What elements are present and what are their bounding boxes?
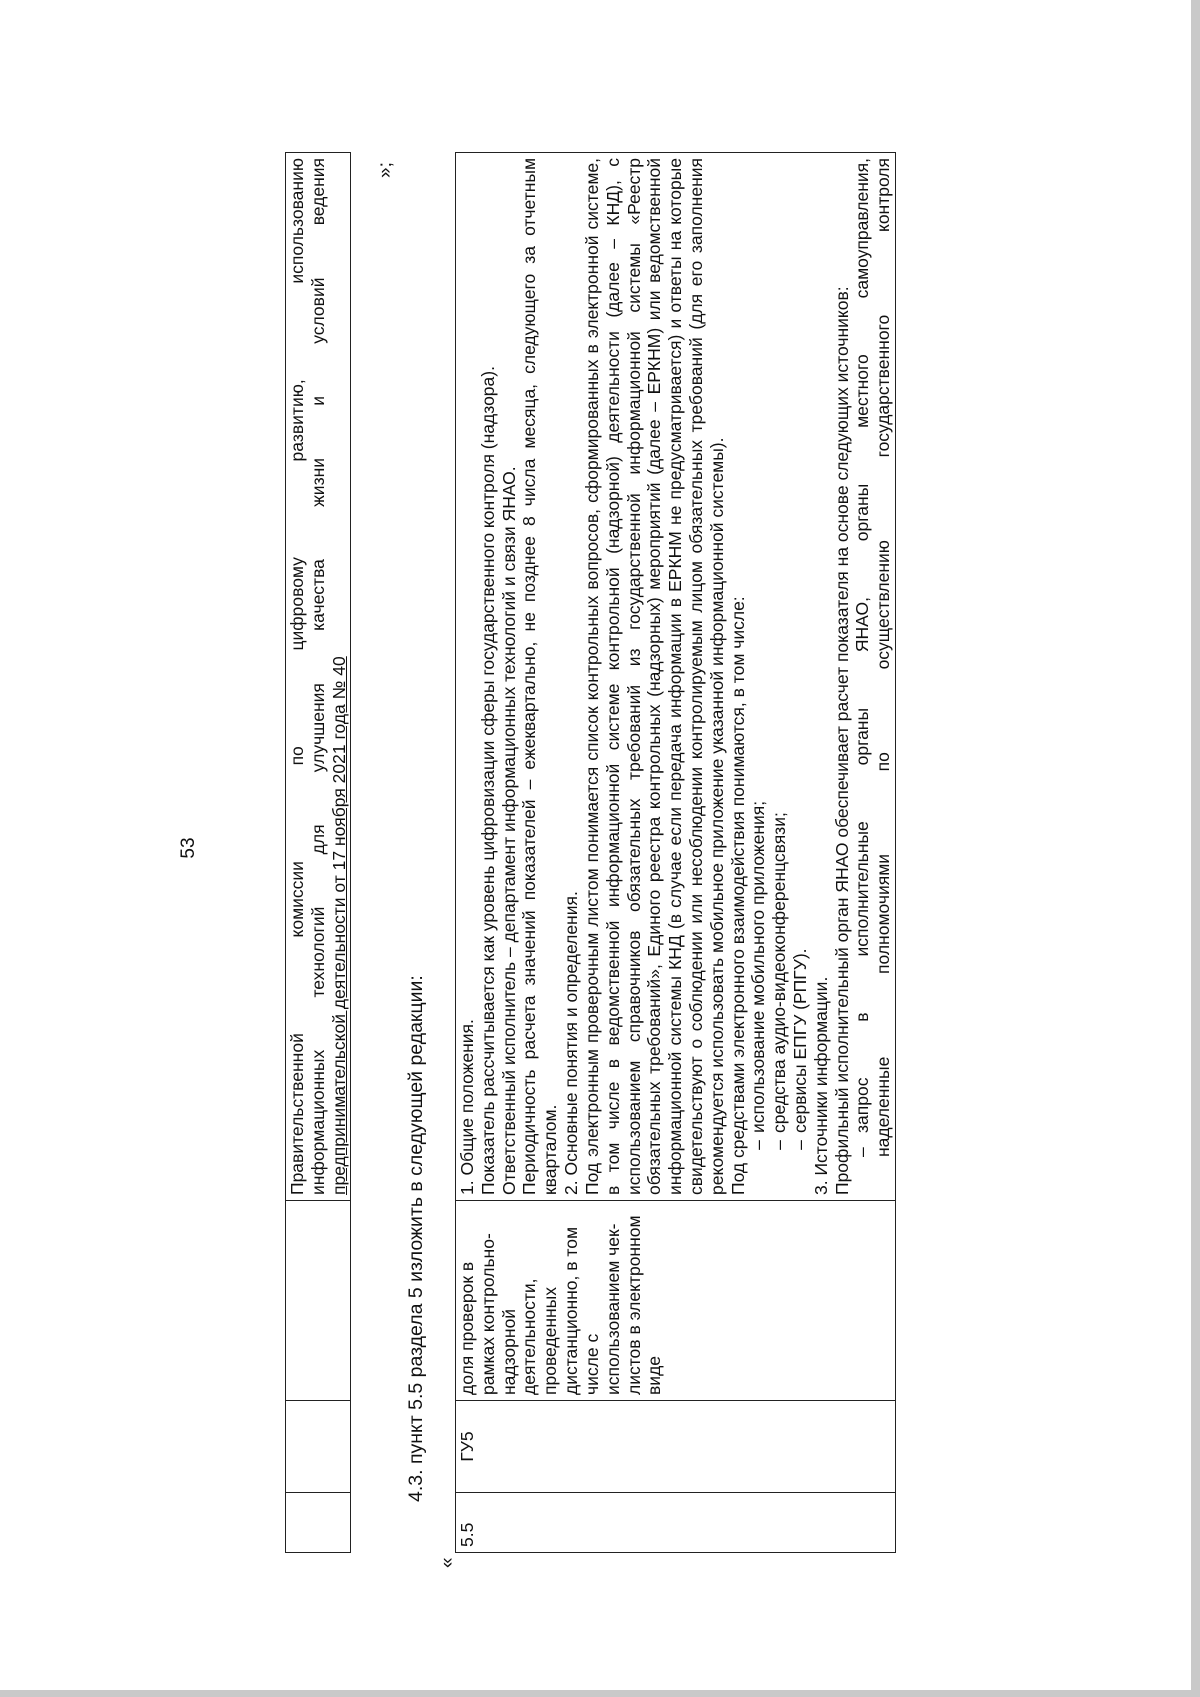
paragraph: 2. Основные понятия и определения.: [561, 891, 582, 1195]
table-row: [286, 153, 351, 1553]
opening-quote: «: [437, 1557, 458, 1568]
indicator-code: ГУ5: [456, 1401, 896, 1493]
previous-table: [285, 152, 351, 1553]
list-item-continuation: наделенные полномочиями по осуществлению государственного контроля: [873, 158, 894, 1157]
row-number: 5.5: [456, 1493, 896, 1553]
table-cell: [286, 153, 351, 1201]
paragraph: Под средствами электронного взаимодействия понимаются, в том числе:: [727, 596, 748, 1195]
closing-quote: »;: [375, 162, 396, 178]
text-line: информационных технологий для улучшения качества жизни и условий ведения: [307, 158, 328, 1195]
paragraph: 1. Общие положения.: [457, 1019, 477, 1195]
scrollbar-right[interactable]: [1191, 0, 1200, 1697]
text-line: предпринимательской деятельности от 17 ноября 2021 года № 40: [328, 656, 349, 1195]
table-cell: [286, 1493, 351, 1553]
paragraph: Ответственный исполнитель – департамент информационных технологий и связи ЯНАО.: [498, 466, 519, 1195]
methodology-cell: [456, 153, 896, 1201]
indicator-name: доля проверок в рамках контрольно-надзорной деятельности, проведенных дистанционно, в том числе с использованием чек-листов в электронном виде: [456, 1201, 896, 1401]
text-line: Правительственной комиссии по цифровому развитию, использованию: [287, 158, 307, 1195]
list-item: – запрос в исполнительные органы ЯНАО, органы местного самоуправления,: [852, 158, 873, 1195]
indicator-table: [455, 152, 896, 1553]
amendment-heading: 4.3. пункт 5.5 раздела 5 изложить в следующей редакции:: [405, 975, 427, 1502]
paragraph: Под электронным проверочным листом понимается список контрольных вопросов, сформированных в электронной системе, в том числе в ведомственной информационной системе контрольной (надзорной) деятельности (далее – КНД), с использованием справочников обязательных требований из государственной информационной системы «Реестр обязательных требований», Единого реестра контрольных (надзорных) мероприятий (далее – ЕРКНМ) или ведомственной информационной системы КНД (в случае если передача информации в ЕРКНМ не предусматривается) и ответы на которые свидетельствуют о соблюдении или несоблюдении контролируемым лицом обязательных требований (для его заполнения рекомендуется использовать мобильное приложение указанной информационной системы).: [581, 158, 727, 1195]
table-cell: [286, 1401, 351, 1493]
paragraph: Периодичность расчета значений показателей – ежеквартально, не позднее 8 числа месяца, следующего за отчетным кварталом.: [519, 158, 561, 1195]
list-item: – сервисы ЕПГУ (РПГУ).: [790, 158, 811, 1195]
table-cell: [286, 1201, 351, 1401]
document-page: [100, 48, 1100, 1648]
paragraph: Показатель рассчитывается как уровень цифровизации сферы государственного контроля (надзора).: [477, 366, 498, 1195]
paragraph: Профильный исполнительный орган ЯНАО обеспечивает расчет показателя на основе следующих источников:: [831, 286, 852, 1195]
scrollbar-bottom[interactable]: [0, 1690, 1200, 1697]
page-number: 53: [178, 837, 199, 859]
list-item: – средства аудио-видеоконференцсвязи;: [769, 158, 790, 1195]
paragraph: 3. Источники информации.: [810, 976, 831, 1195]
list-item: – использование мобильного приложения;: [748, 158, 769, 1195]
table-row: [456, 153, 896, 1553]
